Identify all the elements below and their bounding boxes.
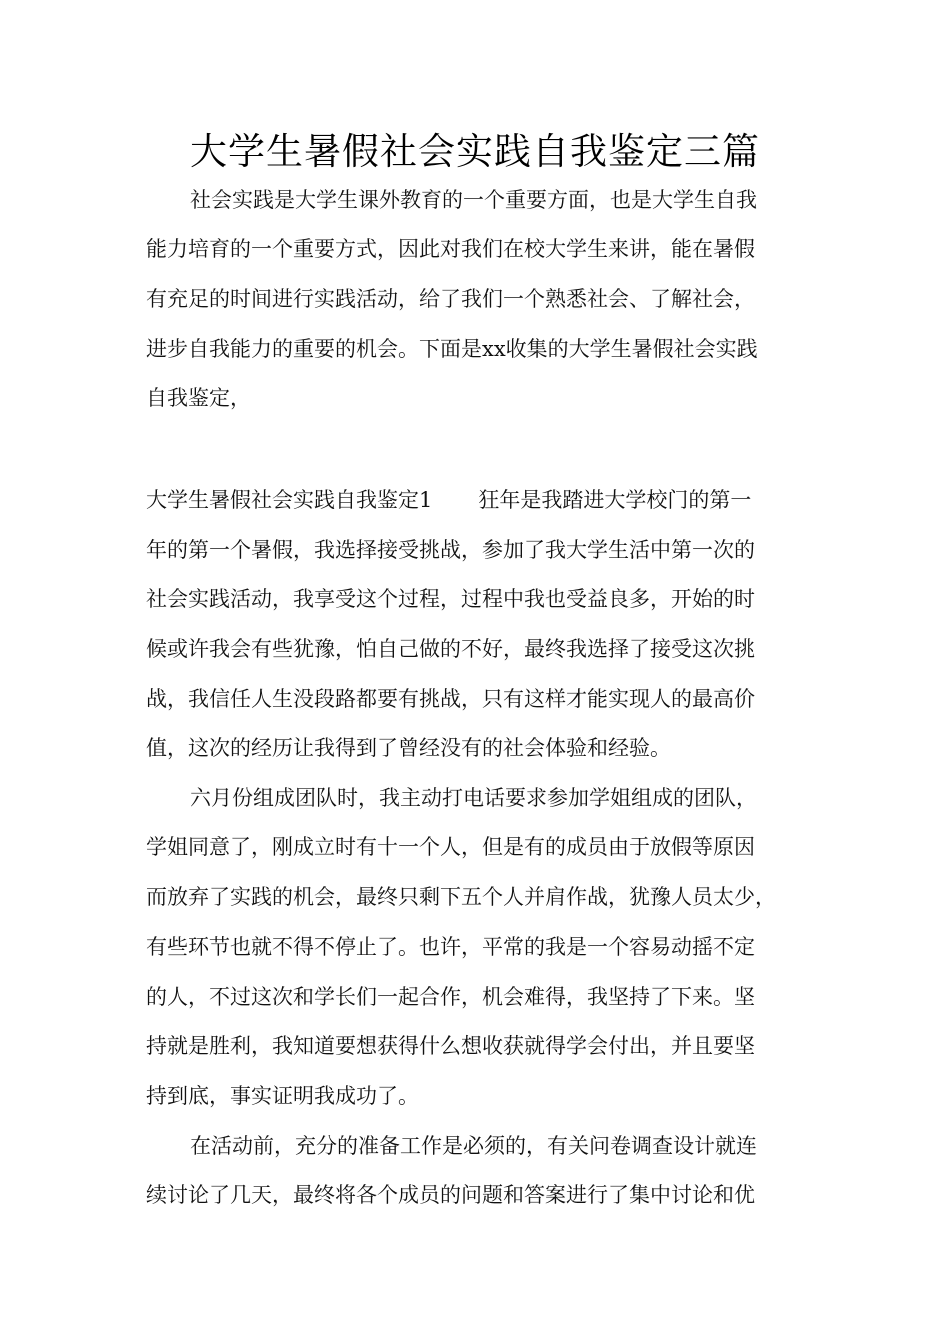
text-line: 能力培育的一个重要方式，因此对我们在校大学生来讲，能在暑假 (146, 237, 755, 261)
text-line: 学姐同意了，刚成立时有十一个人，但是有的成员由于放假等原因 (146, 835, 755, 859)
text-line: 持就是胜利，我知道要想获得什么想收获就得学会付出，并且要坚 (146, 1034, 755, 1058)
text-line: 在活动前，充分的准备工作是必须的，有关问卷调查设计就连 (190, 1134, 757, 1158)
text-line: 社会实践活动，我享受这个过程，过程中我也受益良多，开始的时 (146, 587, 755, 611)
text-line: 候或许我会有些犹豫，怕自己做的不好，最终我选择了接受这次挑 (146, 637, 755, 661)
text-line: 战，我信任人生没段路都要有挑战，只有这样才能实现人的最高价 (146, 687, 755, 711)
text-line: 有充足的时间进行实践活动，给了我们一个熟悉社会、了解社会， (146, 287, 755, 311)
text-line: 的人，不过这次和学长们一起合作，机会难得，我坚持了下来。坚 (146, 985, 755, 1009)
text-line: 值，这次的经历让我得到了曾经没有的社会体验和经验。 (146, 736, 671, 760)
document-title: 大学生暑假社会实践自我鉴定三篇 (190, 130, 760, 173)
text-line: 持到底，事实证明我成功了。 (146, 1084, 419, 1108)
text-line: 有些环节也就不得不停止了。也许，平常的我是一个容易动摇不定 (146, 935, 755, 959)
text-line: 进步自我能力的重要的机会。下面是xx收集的大学生暑假社会实践 (146, 337, 758, 361)
text-line: 年的第一个暑假，我选择接受挑战，参加了我大学生活中第一次的 (146, 538, 755, 562)
text-line: 六月份组成团队时，我主动打电话要求参加学姐组成的团队， (190, 786, 757, 810)
section-heading-line (146, 485, 826, 515)
text-line: 自我鉴定， (146, 386, 251, 410)
text-line: 续讨论了几天，最终将各个成员的问题和答案进行了集中讨论和优 (146, 1183, 755, 1207)
text-line: 社会实践是大学生课外教育的一个重要方面，也是大学生自我 (190, 188, 757, 212)
section-first-sentence: 狂年是我踏进大学校门的第一 (478, 488, 752, 512)
text-line: 而放弃了实践的机会，最终只剩下五个人并肩作战，犹豫人员太少， (146, 885, 776, 909)
section-heading: 大学生暑假社会实践自我鉴定1 (146, 488, 433, 512)
